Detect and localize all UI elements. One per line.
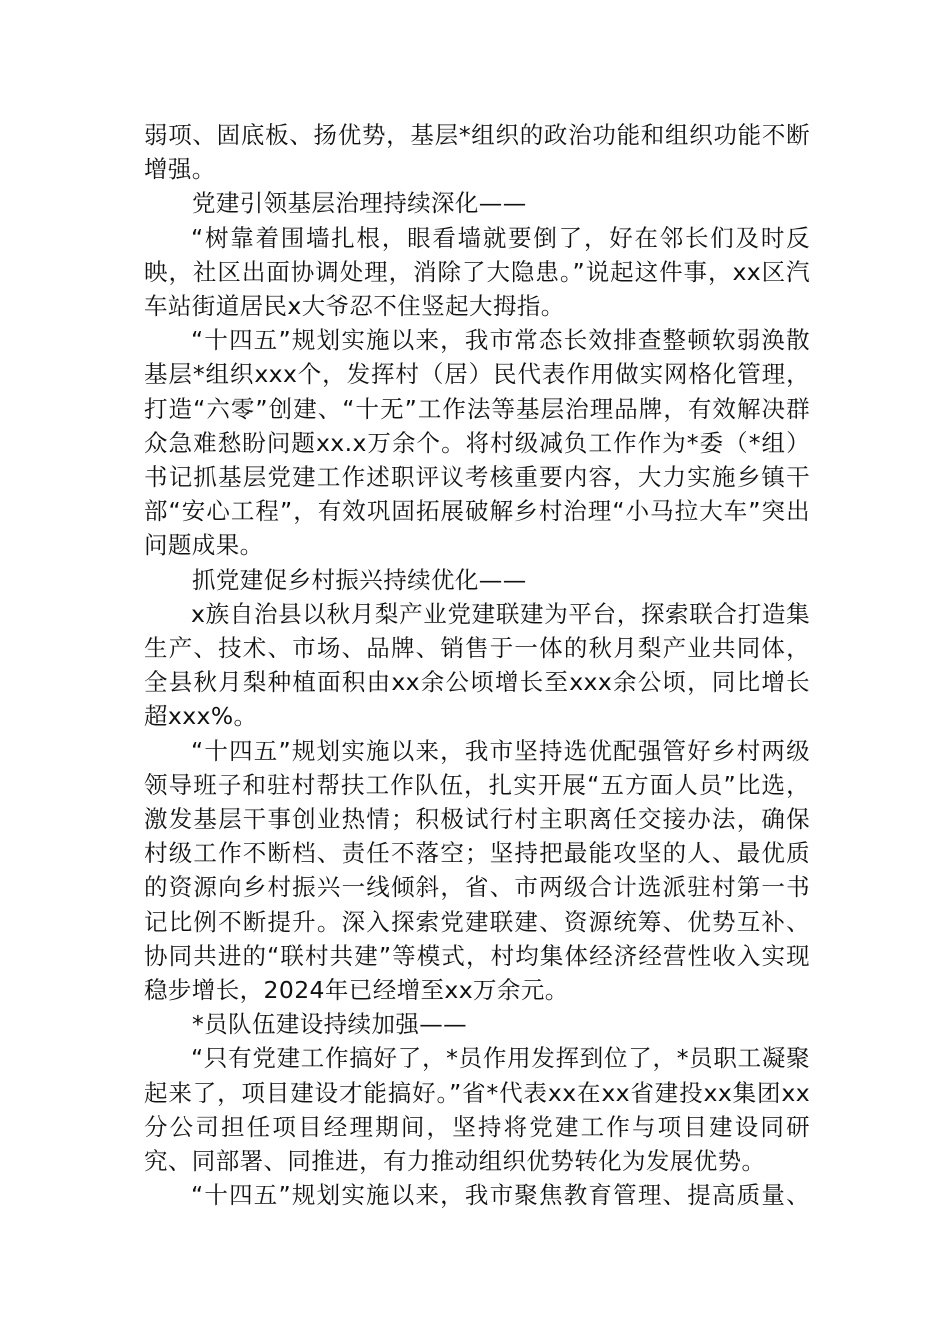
paragraph-pear-industry: x族自治县以秋月梨产业党建联建为平台，探索联合打造集生产、技术、市场、品牌、销售于一体的秋月梨产业共同体，全县秋月梨种植面积由xx余公顷增长至xxx余公顷，同比增长超xxx%。 [144,599,810,731]
paragraph-quote-resident: “树靠着围墙扎根，眼看墙就要倒了，好在邻长们及时反映，社区出面协调处理，消除了大隐患。”说起这件事，xx区汽车站街道居民x大爷忍不住竖起大拇指。 [144,223,810,321]
paragraph-quote-delegate: “只有党建工作搞好了，*员作用发挥到位了，*员职工凝聚起来了，项目建设才能搞好。”省*代表xx在xx省建投xx集团xx分公司担任项目经理期间，坚持将党建工作与项目建设同研究、同部署、同推进，有力推动组织优势转化为发展优势。 [144,1044,810,1176]
paragraph-rural-results: “十四五”规划实施以来，我市坚持选优配强管好乡村两级领导班子和驻村帮扶工作队伍，扎实开展“五方面人员”比选，激发基层干事创业热情；积极试行村主职离任交接办法，确保村级工作不断档、责任不落空；坚持把最能攻坚的人、最优质的资源向乡村振兴一线倾斜，省、市两级合计选派驻村第一书记比例不断提升。深入探索党建联建、资源统筹、优势互补、协同共进的“联村共建”等模式，村均集体经济经营性收入实现稳步增长，2024年已经增至xx万余元。 [144,736,810,1005]
document-body [144,118,810,1213]
section-heading-governance: 党建引领基层治理持续深化—— [192,189,527,218]
section-heading-team-building: *员队伍建设持续加强—— [192,1010,468,1039]
paragraph-education-management: “十四五”规划实施以来，我市聚焦教育管理、提高质量、 [191,1181,810,1210]
section-heading-rural-revitalization: 抓党建促乡村振兴持续优化—— [192,565,527,594]
paragraph-governance-results: “十四五”规划实施以来，我市常态长效排查整顿软弱涣散基层*组织xxx个，发挥村（居）民代表作用做实网格化管理，打造“六零”创建、“十无”工作法等基层治理品牌，有效解决群众急难愁盼问题xx.x万余个。将村级减负工作作为*委（*组）书记抓基层党建工作述职评议考核重要内容，大力实施乡镇干部“安心工程”，有效巩固拓展破解乡村治理“小马拉大车”突出问题成果。 [144,326,810,560]
paragraph-continuation: 弱项、固底板、扬优势，基层*组织的政治功能和组织功能不断增强。 [144,121,810,184]
